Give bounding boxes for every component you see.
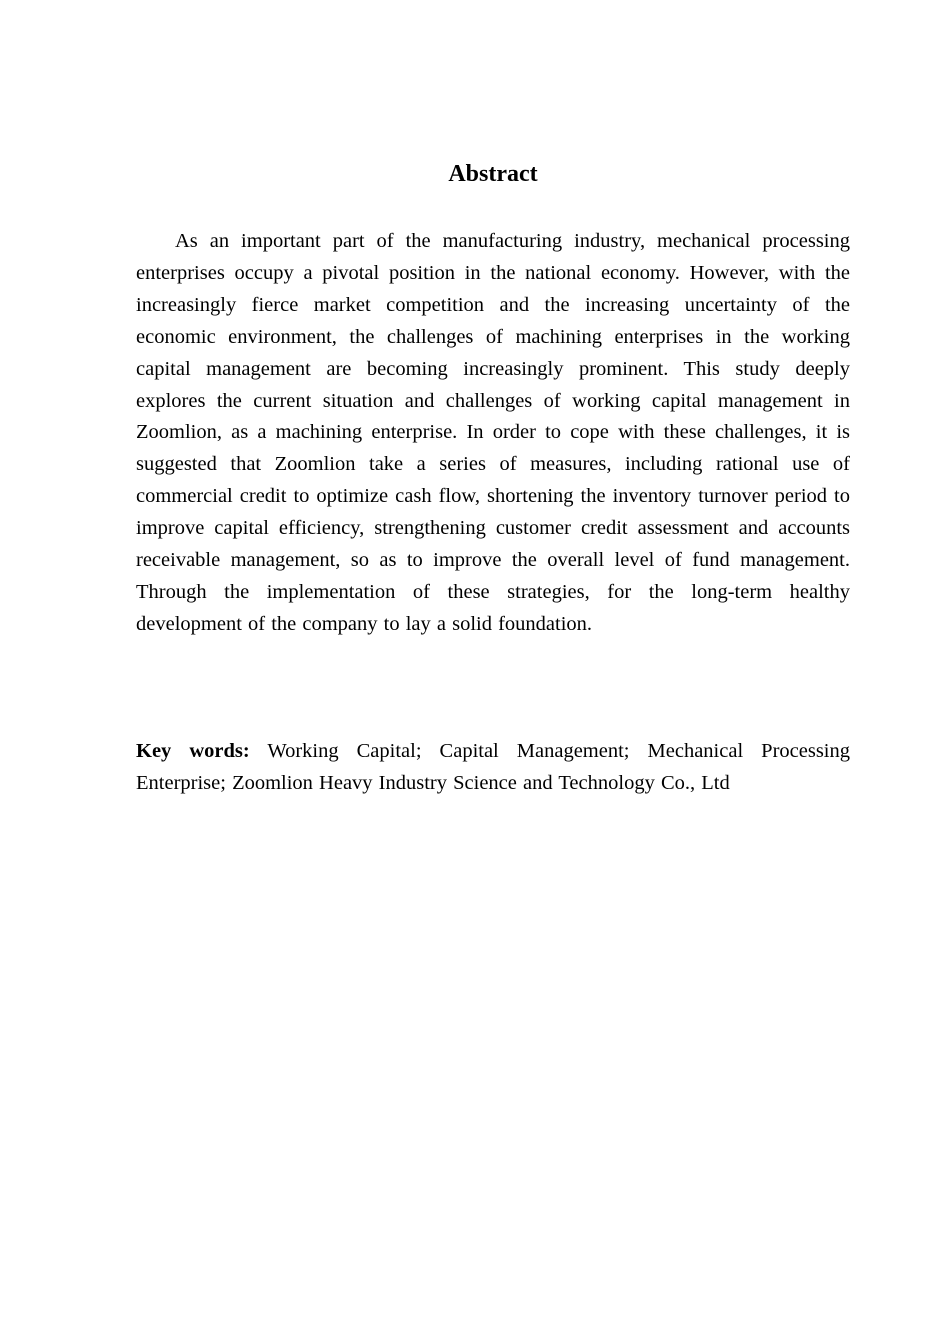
keywords-paragraph (136, 736, 850, 800)
abstract-title: Abstract (448, 161, 538, 187)
keywords-text: Working Capital; Capital Management; Mechanical Processing Enterprise; Zoomlion Heavy Industry Science and Technology Co., Ltd (136, 740, 850, 794)
keywords-label: Key words: (136, 740, 250, 762)
abstract-paragraph: As an important part of the manufacturing industry, mechanical processing enterprises occupy a pivotal position in the national economy. However, with the increasingly fierce market competition and the increasing uncertainty of the economic environment, the challenges of machining enterprises in the working capital management are becoming increasingly prominent. This study deeply explores the current situation and challenges of working capital management in Zoomlion, as a machining enterprise. In order to cope with these challenges, it is suggested that Zoomlion take a series of measures, including rational use of commercial credit to optimize cash flow, shortening the inventory turnover period to improve capital efficiency, strengthening customer credit assessment and accounts receivable management, so as to improve the overall level of fund management. Through the implementation of these strategies, for the long-term healthy development of the company to lay a solid foundation. (136, 230, 850, 635)
